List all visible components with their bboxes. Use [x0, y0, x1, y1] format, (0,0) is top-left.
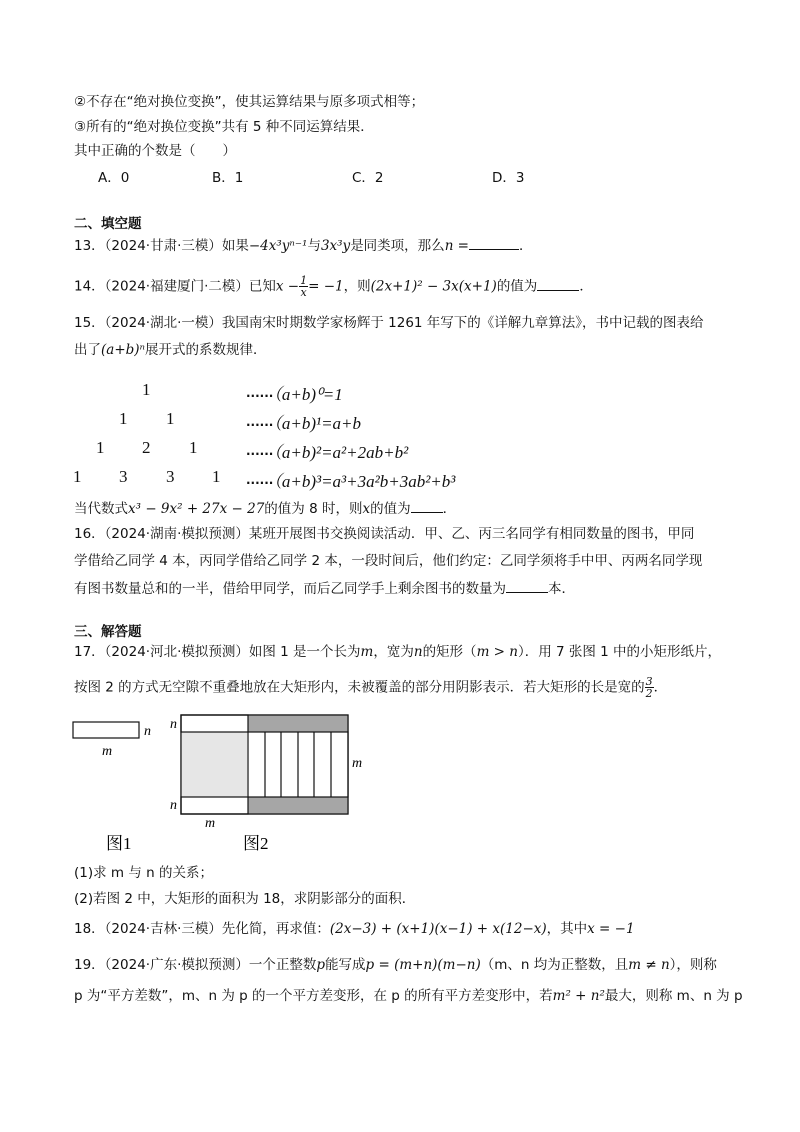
option-a[interactable]: A．0: [98, 170, 130, 186]
tri-r0-c0: 1: [142, 380, 151, 399]
q17-n: n: [413, 644, 423, 660]
q15-question: [74, 498, 456, 518]
q18-mid: ，其中: [546, 921, 588, 937]
fig2-label-n-bottom: n: [170, 798, 177, 813]
q17-line1-suffix: ）．用 7 张图 1 中的小矩形纸片，: [517, 644, 722, 660]
q19-line-2: [74, 987, 743, 1005]
tri-r3-c2: 3: [166, 467, 175, 486]
option-d[interactable]: D．3: [492, 170, 525, 186]
q15-line2-expr: (a+b)ⁿ: [101, 342, 146, 358]
tri-row1-expansion: [246, 409, 361, 434]
tri-r3-c1: 3: [119, 467, 128, 486]
q15-question-prefix: 当代数式: [74, 501, 128, 517]
fig2-label-m-right: m: [352, 756, 363, 771]
tri-r3-c0: 1: [73, 467, 82, 486]
q19-line2-b: 最大，则称 m、n 为 p: [604, 988, 743, 1004]
q14-prefix: 14．（2024·福建厦门·二模）已知: [74, 278, 276, 295]
q19-line-1: [74, 956, 717, 974]
tri-dots-3: ······: [246, 476, 274, 490]
q13-suffix: 是同类项，那么: [350, 238, 445, 254]
q14-cond-right: = −1: [308, 278, 344, 295]
tri-eq-0: （a+b)⁰=1: [273, 385, 343, 404]
q15-question-suffix: 的值为: [370, 501, 411, 517]
q17-part-2: (2)若图 2 中，大矩形的面积为 18，求阴影部分的面积．: [74, 891, 416, 907]
q15-end: ．: [442, 501, 457, 517]
question-14: [74, 275, 593, 298]
tri-r1-c0: 1: [119, 409, 128, 428]
tri-r2-c2: 1: [189, 438, 198, 457]
q19-line1-mid: 能写成: [325, 957, 366, 973]
fig2-caption: 图2: [243, 834, 269, 853]
option-c[interactable]: C．2: [352, 170, 384, 186]
q13-end: ．: [519, 238, 533, 254]
fig2-shade-top: [248, 715, 348, 732]
q16-line-2: 学借给乙同学 4 本，丙同学借给乙同学 2 本，一段时间后，他们约定：乙同学须将手中甲、丙两名同学现: [74, 553, 703, 569]
q17-figures: [0, 705, 800, 865]
section-fill-in-title: 二、填空题: [74, 216, 142, 232]
q19-line1-suffix: （m、n 均为正整数，且: [480, 957, 629, 973]
question-13: [74, 235, 533, 255]
question-18: [74, 920, 635, 938]
q19-expr: p = (m+n)(m−n): [365, 957, 481, 973]
q14-mid: ，则: [343, 278, 371, 295]
q18-expr: (2x−3) + (x+1)(x−1) + x(12−x): [329, 921, 547, 937]
fig1-label-m: m: [102, 744, 113, 759]
q17-line-1: [74, 643, 721, 661]
fig1-label-n: n: [144, 724, 151, 739]
q13-answer-blank[interactable]: [469, 235, 519, 250]
q15-line2-prefix: 出了: [74, 342, 101, 358]
q13-prefix: 13．（2024·甘肃·三模）如果: [74, 238, 249, 254]
tri-eq-2: （a+b)²=a²+2ab+b²: [273, 443, 409, 462]
q17-m: m: [360, 644, 374, 660]
fig1-small-rectangle: [73, 722, 139, 738]
q19-p: p: [316, 957, 326, 973]
q14-end: ．: [579, 278, 593, 295]
q14-expr: (2x+1)² − 3x(x+1): [370, 278, 497, 295]
q19-neq: m ≠ n: [628, 957, 670, 973]
q15-question-expr: x³ − 9x² + 27x − 27: [128, 501, 265, 517]
q15-answer-blank[interactable]: [411, 498, 443, 513]
q14-frac-bot: x: [300, 286, 307, 299]
q17-line-2: [74, 676, 667, 699]
q19-line2-a: p 为“平方差数”，m、n 为 p 的一个平方差变形，在 p 的所有平方差变形中，若: [74, 988, 553, 1004]
tri-dots-0: ······: [246, 389, 274, 403]
q13-expr2: 3x³y: [320, 238, 351, 254]
q16-line3-prefix: 有图书数量总和的一半，借给甲同学，而后乙同学手上剩余图书的数量为: [74, 581, 506, 597]
tri-eq-1: （a+b)¹=a+b: [273, 414, 362, 433]
q18-prefix: 18．（2024·吉林·三模）先化简，再求值：: [74, 921, 330, 937]
tri-r2-c1: 2: [142, 438, 151, 457]
q13-expr1: −4x³yⁿ⁻¹: [248, 238, 308, 254]
q14-suffix: 的值为: [496, 278, 538, 295]
q12-statement-2: ②不存在“绝对换位变换”，使其运算结果与原多项式相等；: [74, 94, 425, 110]
q14-answer-blank[interactable]: [537, 276, 579, 291]
q15-line-1: 15．（2024·湖北·一模）我国南宋时期数学家杨辉于 1261 年写下的《详解九章算法》，书中记载的图表给: [74, 315, 704, 331]
q12-statement-3: ③所有的“绝对换位变换”共有 5 种不同运算结果．: [74, 119, 374, 135]
q15-line2-suffix: 展开式的系数规律．: [145, 342, 267, 358]
fig2-label-m-bottom: m: [205, 816, 216, 831]
q15-line-2: [74, 341, 267, 359]
q16-line-1: 16．（2024·湖南·模拟预测）某班开展图书交换阅读活动．甲、乙、丙三名同学有相同数量的图书，甲同: [74, 526, 695, 542]
q19-line1-end: ），则称: [669, 957, 717, 973]
tri-row3-expansion: [246, 467, 455, 492]
q17-fraction: [645, 676, 654, 699]
q14-fraction: [299, 275, 308, 298]
tri-row2-expansion: [246, 438, 408, 463]
q17-cond: m > n: [476, 644, 518, 660]
q17-part-1: (1)求 m 与 n 的关系；: [74, 865, 213, 881]
fig2-shade-left: [181, 732, 247, 797]
q17-frac-top: 3: [645, 675, 653, 688]
tri-row0-expansion: [246, 380, 343, 405]
q14-frac-top: 1: [300, 274, 308, 287]
tri-r3-c3: 1: [212, 467, 221, 486]
q17-line2-suffix: ．: [653, 679, 668, 696]
q15-question-var: x: [362, 501, 371, 517]
q17-line1-prefix: 17．（2024·河北·模拟预测）如图 1 是一个长为: [74, 644, 361, 660]
fig2-label-n-top: n: [170, 717, 177, 732]
q13-var: n =: [444, 238, 469, 254]
q16-answer-blank[interactable]: [506, 578, 548, 593]
q17-line1-mid: ，宽为: [373, 644, 414, 660]
q17-frac-bot: 2: [645, 687, 653, 700]
tri-r1-c1: 1: [166, 409, 175, 428]
q17-line1-mid2: 的矩形（: [422, 644, 477, 660]
section-answer-title: 三、解答题: [74, 624, 142, 640]
tri-dots-1: ······: [246, 418, 274, 432]
fig1-caption: 图1: [106, 834, 132, 853]
q16-line3-suffix: 本．: [548, 581, 575, 597]
q18-cond: x = −1: [587, 921, 635, 937]
q12-question: 其中正确的个数是（ ）: [74, 143, 236, 159]
q19-line1-prefix: 19．（2024·广东·模拟预测）一个正整数: [74, 957, 317, 973]
tri-r2-c0: 1: [96, 438, 105, 457]
option-b[interactable]: B．1: [212, 170, 244, 186]
tri-dots-2: ······: [246, 447, 274, 461]
q15-question-mid: 的值为 8 时，则: [264, 501, 363, 517]
q13-mid: 与: [307, 238, 321, 254]
q17-line2-prefix: 按图 2 的方式无空隙不重叠地放在大矩形内，未被覆盖的部分用阴影表示．若大矩形的长是宽的: [74, 679, 645, 696]
q14-cond-left: x −: [275, 278, 300, 295]
fig2-shade-bottom: [248, 797, 348, 814]
tri-eq-3: （a+b)³=a³+3a²b+3ab²+b³: [273, 472, 456, 491]
q16-line-3: [74, 578, 575, 598]
q19-line2-expr: m² + n²: [552, 988, 605, 1004]
